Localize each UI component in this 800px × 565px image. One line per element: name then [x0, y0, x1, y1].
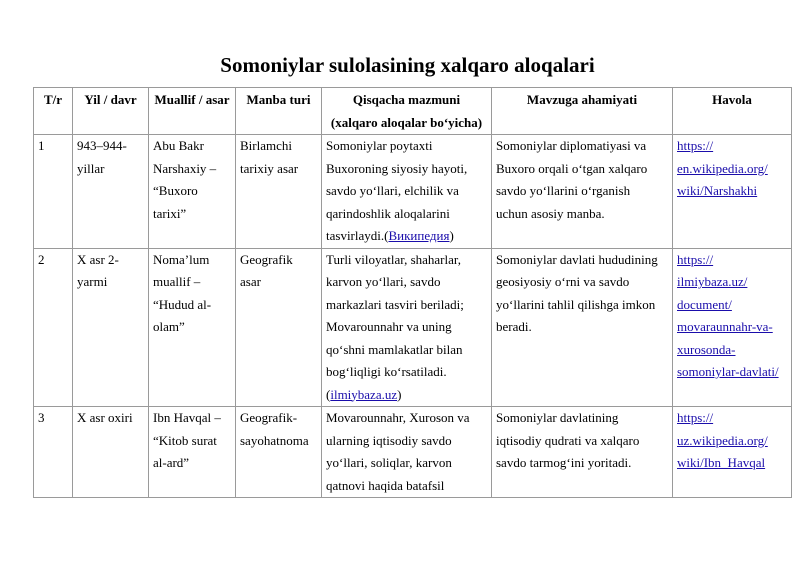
cell-source-type: Geografik asar	[236, 248, 322, 407]
header-author: Muallif / asar	[149, 88, 236, 135]
summary-source-link[interactable]: Википедия	[388, 228, 450, 243]
cell-period: X asr oxiri	[73, 407, 149, 498]
table-row	[34, 407, 792, 498]
source-url-link[interactable]: https:// uz.wikipedia.org/ wiki/Ibn_Havqal	[677, 410, 768, 470]
cell-source-type: Geografik- sayohatnoma	[236, 407, 322, 498]
cell-num: 2	[34, 248, 73, 407]
summary-text: Movarounnahr, Xuroson va ularning iqtisodiy savdo yo‘llari, soliqlar, karvon qatnovi haqida batafsil	[326, 410, 470, 493]
cell-num: 3	[34, 407, 73, 498]
cell-period: 943–944- yillar	[73, 135, 149, 249]
header-link: Havola	[673, 88, 792, 135]
summary-tail: )	[397, 386, 402, 402]
table-row	[34, 248, 792, 407]
header-source-type: Manba turi	[236, 88, 322, 135]
header-importance: Mavzuga ahamiyati	[492, 88, 673, 135]
cell-link	[673, 135, 792, 249]
cell-importance: Somoniylar davlatining iqtisodiy qudrati va xalqaro savdo tarmog‘ini yoritadi.	[492, 407, 673, 498]
header-num: T/r	[34, 88, 73, 135]
cell-summary	[322, 135, 492, 249]
header-period: Yil / davr	[73, 88, 149, 135]
cell-period: X asr 2- yarmi	[73, 248, 149, 407]
table-row	[34, 135, 792, 249]
header-summary: Qisqacha mazmuni (xalqaro aloqalar bo‘yicha)	[322, 88, 492, 135]
cell-importance: Somoniylar davlati hududining geosiyosiy o‘rni va savdo yo‘llarini tahlil qilishga imkon beradi.	[492, 248, 673, 407]
cell-summary	[322, 407, 492, 498]
summary-text: Turli viloyatlar, shaharlar, karvon yo‘llari, savdo markazlari tasviri beriladi; Movarounnahr va uning qo‘shni mamlakatlar bilan bog‘liqligi ko‘rsatiladi. (	[326, 251, 464, 402]
summary-source-link[interactable]: ilmiybaza.uz	[330, 386, 398, 402]
cell-link	[673, 248, 792, 407]
summary-tail: )	[449, 228, 454, 243]
cell-source-type: Birlamchi tarixiy asar	[236, 135, 322, 249]
cell-author: Noma’lum muallif – “Hudud al- olam”	[149, 248, 236, 407]
source-url-link[interactable]: https:// ilmiybaza.uz/ document/ movaraunnahr-va- xurosonda- somoniylar-davlati/	[677, 251, 779, 379]
cell-summary	[322, 248, 492, 407]
cell-author: Abu Bakr Narshaxiy – “Buxoro tarixi”	[149, 135, 236, 249]
sources-table	[33, 87, 792, 498]
table-header-row	[34, 88, 792, 135]
source-url-link[interactable]: https:// en.wikipedia.org/ wiki/Narshakhi	[677, 138, 768, 198]
document-title: Somoniylar sulolasining xalqaro aloqalari	[220, 53, 595, 77]
cell-num: 1	[34, 135, 73, 249]
cell-link	[673, 407, 792, 498]
cell-importance: Somoniylar diplomatiyasi va Buxoro orqali o‘tgan xalqaro savdo yo‘llarini o‘rganish uchun asosiy manba.	[492, 135, 673, 249]
summary-text: Somoniylar poytaxti Buxoroning siyosiy hayoti, savdo yo‘llari, elchilik va qarindoshlik aloqalarini tasvirlaydi.(	[326, 138, 468, 243]
cell-author: Ibn Havqal – “Kitob surat al-ard”	[149, 407, 236, 498]
